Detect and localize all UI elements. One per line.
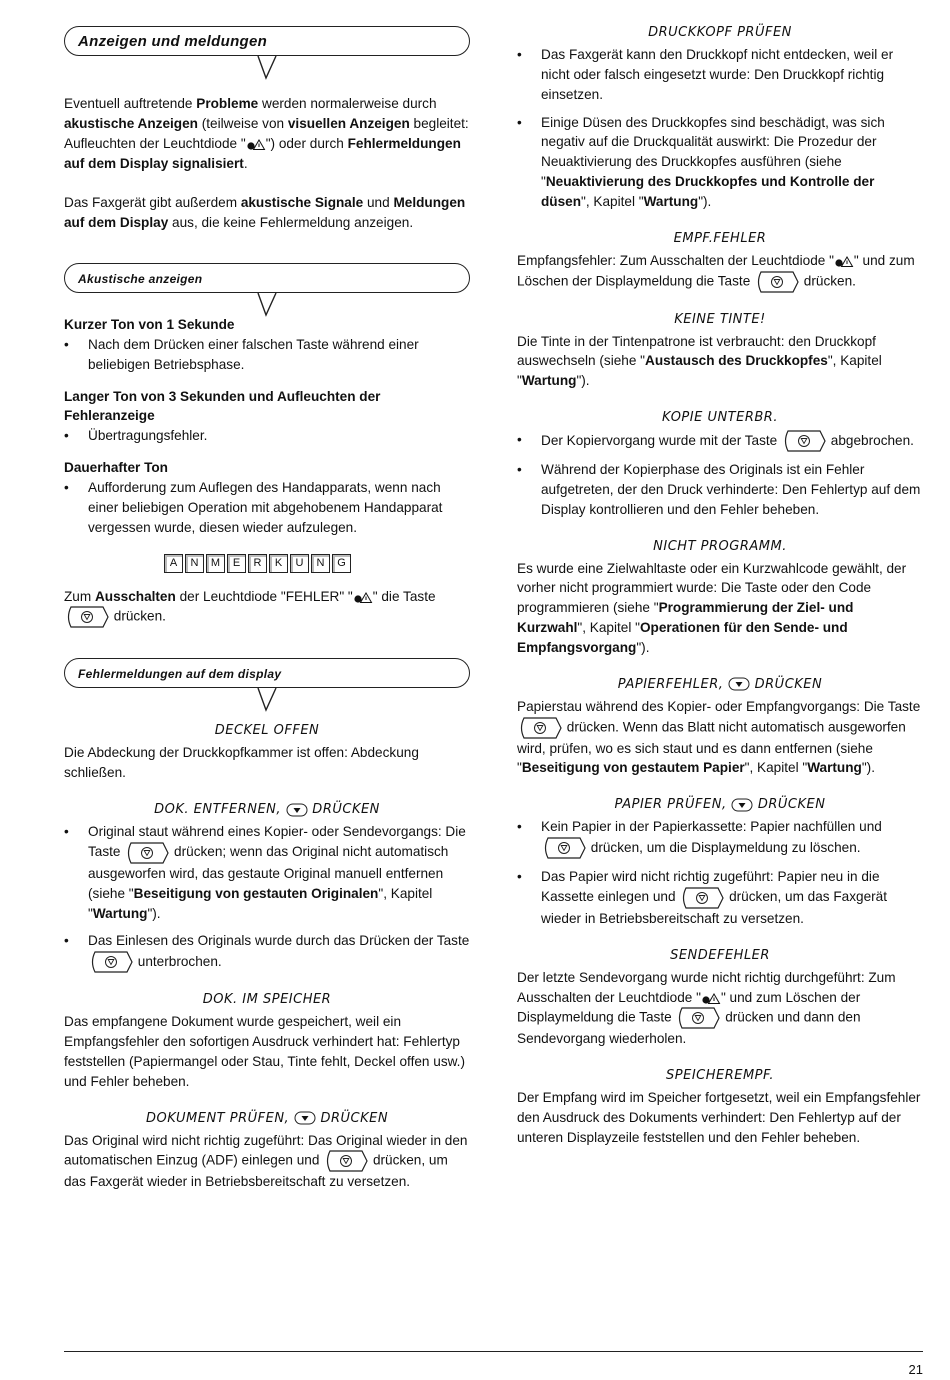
stop-key-icon xyxy=(125,842,169,864)
bullet-text: Das Papier wird nicht richtig zugeführt: Papier neu in die Kassette einlegen und drücken, um das Faxgerät wieder in Betriebsbereitschaft zu versetzen. xyxy=(541,869,888,926)
message-text: Empfangsfehler: Zum Ausschalten der Leuchtdiode " " und zum Löschen der Displaymeldung die Taste drücken. xyxy=(517,251,923,293)
left-messages xyxy=(64,722,470,1192)
left-column xyxy=(64,26,470,1192)
bullet-item xyxy=(517,817,923,859)
note-letter: N xyxy=(185,554,204,573)
bullet-text: Nach dem Drücken einer falschen Taste während einer beliebigen Betriebsphase. xyxy=(88,336,419,372)
bullet-dot: • xyxy=(64,933,69,949)
error-led-icon xyxy=(353,590,373,604)
bullet-dot: • xyxy=(64,428,69,444)
bullet-text: Während der Kopierphase des Originals ist ein Fehler aufgetreten, der den Druck verhinderte: Den Fehlertyp auf dem Display kontrollieren und den Fehler beheben. xyxy=(541,462,921,517)
message-text: Das Original wird nicht richtig zugeführt: Das Original wieder in den automatischen Einzug (ADF) einlegen und drücken, um das Faxgerät wieder in Betriebsbereitschaft zu versetzen. xyxy=(64,1132,468,1190)
bullet-text: Einige Düsen des Druckkopfes sind beschädigt, was sich negativ auf die Druckqualität auswirkt: Die Prozedur der Neuaktivierung des Druckkopfes ausführen (siehe "Neuaktivierung des Druckkopfes und Kontrolle der düsen", Kapitel "Wartung"). xyxy=(541,114,885,209)
message-block xyxy=(64,801,470,973)
message-heading: DOK. ENTFERNEN, DRÜCKEN xyxy=(154,802,380,817)
stop-key-icon xyxy=(518,717,562,739)
stop-key-icon xyxy=(324,1150,368,1172)
bullet-item xyxy=(64,426,470,446)
note-text: Zum Ausschalten der Leuchtdiode "FEHLER" " " die Taste drücken. xyxy=(64,587,470,629)
message-text: Die Tinte in der Tintenpatrone ist verbraucht: den Druckkopf auswechseln (siehe "Austausch des Druckkopfes", Kapitel "Wartung"). xyxy=(517,333,882,389)
note-letter: K xyxy=(269,554,288,573)
right-column xyxy=(517,24,923,1148)
intro-paragraph-2: Das Faxgerät gibt außerdem akustische Signale und Meldungen auf dem Display aus, die keine Fehlermeldung anzeigen. xyxy=(64,195,466,231)
page-number: 21 xyxy=(908,1362,923,1377)
stop-key-icon xyxy=(65,606,109,628)
message-heading: SENDEFEHLER xyxy=(670,947,770,963)
section-title: Akustische anzeigen xyxy=(78,272,203,287)
arrow-down-key-icon xyxy=(728,677,750,691)
message-block xyxy=(517,1067,923,1148)
note-letter: M xyxy=(206,554,225,573)
error-led-icon xyxy=(246,137,266,151)
note-letter: G xyxy=(332,554,351,573)
stop-key-icon xyxy=(782,430,826,452)
callout-tail-icon xyxy=(256,54,278,80)
message-block xyxy=(64,722,470,783)
section-header-anzeigen xyxy=(64,26,470,72)
error-led-icon xyxy=(834,254,854,268)
message-block xyxy=(517,947,923,1050)
note-letter: R xyxy=(248,554,267,573)
message-block xyxy=(64,1110,470,1193)
section-title: Fehlermeldungen auf dem display xyxy=(78,667,282,682)
callout-tail-icon xyxy=(256,291,278,317)
akustische-list xyxy=(64,315,470,537)
stop-key-icon xyxy=(89,951,133,973)
message-block xyxy=(517,538,923,658)
bullet-text: Aufforderung zum Auflegen des Handapparats, wenn nach einer beliebigen Operation mit abgehobenem Handapparat vergessen wurde, diesen wieder aufzulegen. xyxy=(88,479,443,535)
arrow-down-key-icon xyxy=(731,798,753,812)
arrow-down-key-icon xyxy=(286,803,308,817)
message-block xyxy=(517,796,923,929)
bullet-dot: • xyxy=(517,46,522,62)
message-heading: NICHT PROGRAMM. xyxy=(653,538,787,554)
message-heading: KEINE TINTE! xyxy=(674,311,766,327)
message-heading: DOK. IM SPEICHER xyxy=(202,992,332,1008)
stop-key-icon xyxy=(680,887,724,909)
bullet-text: Das Faxgerät kann den Druckkopf nicht entdecken, weil er nicht oder falsch eingesetzt wurde: Den Druckkopf richtig einsetzen. xyxy=(541,46,894,102)
message-text: Der Empfang wird im Speicher fortgesetzt, weil ein Empfangsfehler den Ausdruck des Dokuments verhindert: Den Fehlertyp auf der unteren Displayzeile feststellen und den Fehler beheben. xyxy=(517,1090,921,1145)
callout-tail-icon xyxy=(256,686,278,712)
message-text: Die Abdeckung der Druckkopfkammer ist offen: Abdeckung schließen. xyxy=(64,745,419,781)
message-block xyxy=(64,991,470,1091)
bullet-item xyxy=(64,335,470,375)
bullet-dot: • xyxy=(517,869,522,885)
bullet-item xyxy=(517,867,923,929)
bullet-dot: • xyxy=(517,462,522,477)
message-block xyxy=(517,24,923,212)
note-letter: E xyxy=(227,554,246,573)
bullet-dot: • xyxy=(64,336,69,352)
bullet-dot: • xyxy=(517,819,522,835)
message-heading: SPEICHEREMPF. xyxy=(666,1068,774,1084)
tone-heading: Dauerhafter Ton xyxy=(64,460,168,476)
tone-heading: Kurzer Ton von 1 Sekunde xyxy=(64,317,235,333)
bullet-item xyxy=(517,113,923,212)
bullet-text: Das Einlesen des Originals wurde durch das Drücken der Taste unterbrochen. xyxy=(88,933,469,968)
bullet-dot: • xyxy=(517,114,522,130)
bullet-item xyxy=(64,822,470,923)
bullet-text: Der Kopiervorgang wurde mit der Taste abgebrochen. xyxy=(541,433,914,448)
intro-paragraph-1: Eventuell auftretende Probleme werden normalerweise durch akustische Anzeigen (teilweise von visuellen Anzeigen begleitet: Aufleuchten der Leuchtdiode " ") oder durch Fehlermeldungen auf dem Display signalisiert. xyxy=(64,96,469,171)
stop-key-icon xyxy=(676,1007,720,1029)
bullet-dot: • xyxy=(64,823,69,839)
message-heading: EMPF.FEHLER xyxy=(673,230,767,246)
message-heading: KOPIE UNTERBR. xyxy=(662,410,778,426)
message-text: Der letzte Sendevorgang wurde nicht richtig durchgeführt: Zum Ausschalten der Leuchtdiode " " und zum Löschen der Displaymeldung die Taste drücken und dann den Sendevorgang wiederholen. xyxy=(517,969,896,1047)
message-text: Papierstau während des Kopier- oder Empfangvorgangs: Die Taste drücken. Wenn das Blatt nicht automatisch ausgeworfen wird, prüfen, wo es sich staut und es dann entfernen (siehe "Beseitigung von gestautem Papier", Kapitel "Wartung"). xyxy=(517,698,921,776)
arrow-down-key-icon xyxy=(294,1111,316,1125)
bullet-item xyxy=(517,430,923,452)
error-led-icon xyxy=(701,991,721,1005)
note-letter: U xyxy=(290,554,309,573)
anmerkung-label xyxy=(164,554,470,573)
note-letter: A xyxy=(164,554,183,573)
right-messages xyxy=(517,24,923,1148)
section-title: Anzeigen und meldungen xyxy=(78,33,268,50)
tone-heading: Langer Ton von 3 Sekunden und Aufleuchten der Fehleranzeige xyxy=(64,388,381,424)
message-block xyxy=(517,311,923,392)
message-block xyxy=(517,409,923,520)
message-heading: PAPIERFEHLER, DRÜCKEN xyxy=(617,676,823,692)
stop-key-icon xyxy=(755,271,799,293)
message-block xyxy=(517,676,923,779)
bullet-text: Übertragungsfehler. xyxy=(88,428,208,444)
bullet-dot: • xyxy=(64,479,69,495)
bullet-text: Kein Papier in der Papierkassette: Papier nachfüllen und drücken, um die Displaymeldung zu löschen. xyxy=(541,819,882,854)
bullet-item xyxy=(517,460,923,520)
section-header-fehlermeldungen xyxy=(64,658,470,704)
bullet-item xyxy=(64,931,470,973)
message-block xyxy=(517,230,923,293)
message-heading: DRUCKKOPF PRÜFEN xyxy=(648,25,792,40)
message-heading: DECKEL OFFEN xyxy=(214,723,320,739)
message-heading: DOKUMENT PRÜFEN, DRÜCKEN xyxy=(145,1110,389,1126)
stop-key-icon xyxy=(542,837,586,859)
message-text: Das empfangene Dokument wurde gespeichert, weil ein Empfangsfehler den sofortigen Ausdruck verhindert hat: Fehlertyp feststellen (Papiermangel oder Stau, Tinte fehlt, Deckel offen usw.) und Fehler beheben. xyxy=(64,1014,465,1089)
section-header-akustische xyxy=(64,263,470,309)
message-text: Es wurde eine Zielwahltaste oder ein Kurzwahlcode gewählt, der vorher nicht programmiert wurde: Die Taste oder den Code programmieren (siehe "Programmierung der Ziel- und Kurzwahl", Kapitel "Operationen für den Sende- und Empfangsvorgang"). xyxy=(517,560,907,655)
bullet-item xyxy=(517,45,923,105)
footer-rule xyxy=(64,1351,923,1352)
bullet-dot: • xyxy=(517,432,522,447)
bullet-text: Original staut während eines Kopier- oder Sendevorgangs: Die Taste drücken; wenn das Original nicht automatisch ausgeworfen wird, das gestaute Original manuell entfernen (siehe "Beseitigung von gestauten Originalen", Kapitel "Wartung"). xyxy=(88,823,466,921)
message-heading: PAPIER PRÜFEN, DRÜCKEN xyxy=(614,797,826,813)
note-letter: N xyxy=(311,554,330,573)
bullet-item xyxy=(64,478,470,538)
